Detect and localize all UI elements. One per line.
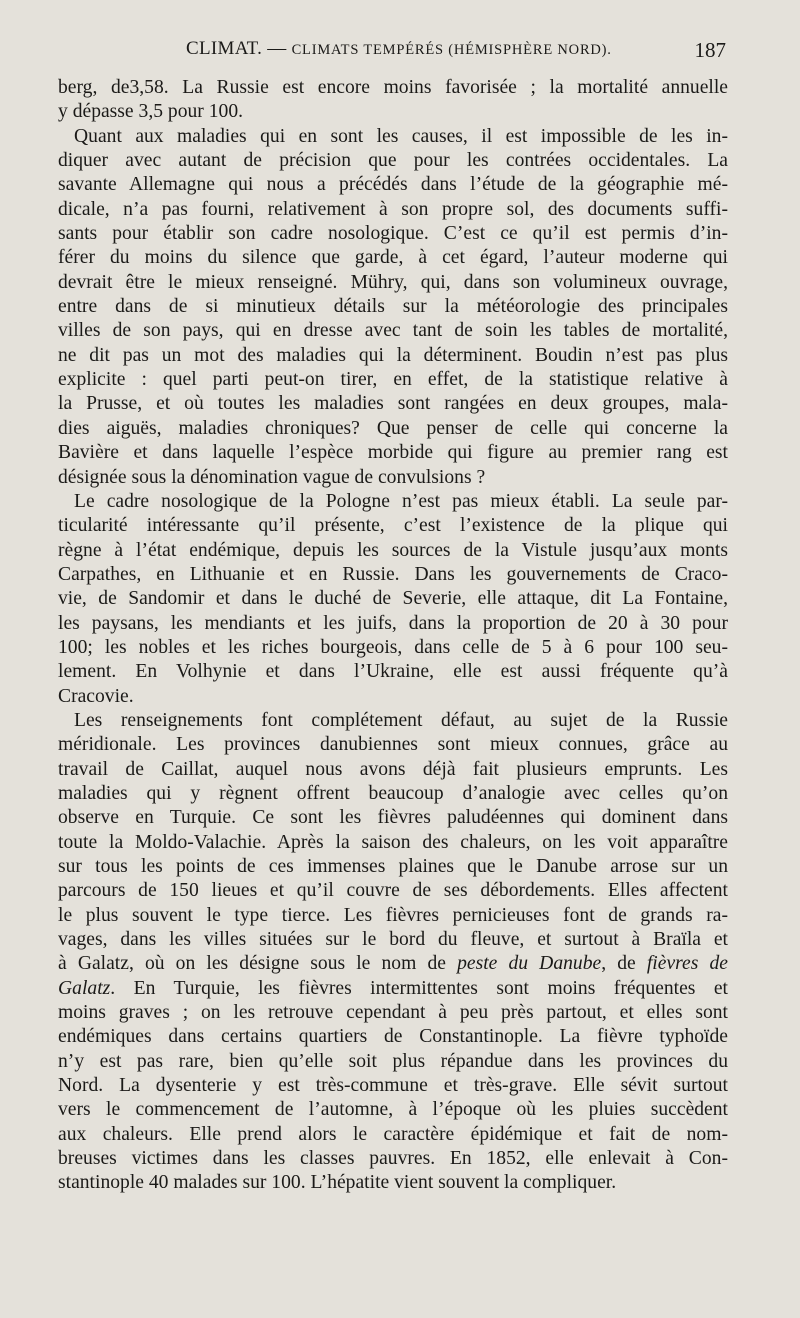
text-line	[58, 1171, 728, 1195]
text-line	[58, 246, 728, 270]
line-text: Cracovie.	[58, 685, 134, 707]
text-line	[58, 660, 728, 684]
line-text: diquer avec autant de précision que pour les contrées occidentales. La	[58, 150, 728, 172]
line-text: devrait être le mieux renseigné. Mühry, qui, dans son volumineux ouvrage,	[58, 271, 728, 293]
line-text: savante Allemagne qui nous a précédés dans l’étude de la géographie mé-	[58, 174, 728, 196]
page-header	[58, 38, 726, 68]
text-line	[58, 1074, 728, 1098]
text-line	[58, 733, 728, 757]
text-line	[58, 952, 728, 976]
text-line	[58, 344, 728, 368]
line-text: dies aiguës, maladies chroniques? Que penser de celle qui concerne la	[58, 417, 728, 439]
italic-phrase: fièvres de	[646, 953, 728, 975]
line-text: 100; les nobles et les riches bourgeois, dans celle de 5 à 6 pour 100 seu-	[58, 636, 728, 658]
line-text: berg, de3,58. La Russie est encore moins favorisée ; la mortalité annuelle	[58, 77, 728, 98]
line-text: n’y est pas rare, bien qu’elle soit plus répandue dans les provinces du	[58, 1050, 728, 1072]
line-text: Nord. La dysenterie y est très-commune et très-grave. Elle sévit surtout	[58, 1075, 728, 1097]
running-head-main: CLIMAT. —	[186, 38, 292, 59]
text-line	[58, 198, 728, 222]
text-line	[58, 295, 728, 319]
line-text: désignée sous la dénomination vague de convulsions ?	[58, 466, 486, 488]
text-line	[58, 879, 728, 903]
text-line	[58, 636, 728, 660]
text-line	[58, 539, 728, 563]
line-text: Les renseignements font complétement défaut, au sujet de la Russie	[74, 709, 728, 731]
text-line	[58, 173, 728, 197]
line-text: observe en Turquie. Ce sont les fièvres paludéennes qui dominent dans	[58, 807, 728, 829]
text-line	[58, 417, 728, 441]
line-text: règne à l’état endémique, depuis les sources de la Vistule jusqu’aux monts	[58, 539, 728, 561]
text-line	[58, 125, 728, 149]
text-line	[58, 1001, 728, 1025]
line-text: parcours de 150 lieues et qu’il couvre de ses débordements. Elles affectent	[58, 880, 728, 902]
text-line	[58, 441, 728, 465]
text-line	[58, 392, 728, 416]
text-line	[58, 782, 728, 806]
text-line	[58, 806, 728, 830]
line-text: explicite : quel parti peut-on tirer, en effet, de la statistique relative à	[58, 369, 728, 391]
text-line	[58, 149, 728, 173]
line-text: moins graves ; on les retrouve cependant à peu près partout, et elles sont	[58, 1002, 728, 1024]
line-text: dicale, n’a pas fourni, relativement à son propre sol, des documents suffi-	[58, 198, 728, 220]
line-text: les paysans, les mendiants et les juifs, dans la proportion de 20 à 30 pour	[58, 612, 728, 634]
line-text: sur tous les points de ces immenses plaines que le Danube arrose sur un	[58, 856, 728, 877]
text-line	[58, 928, 728, 952]
text-line	[58, 904, 728, 928]
text-line	[58, 514, 728, 538]
text-line	[58, 587, 728, 611]
text-line	[58, 685, 728, 709]
text-line	[58, 368, 728, 392]
text-line	[58, 222, 728, 246]
italic-phrase: peste du Danube	[457, 953, 602, 975]
line-text: ne dit pas un mot des maladies qui la déterminent. Boudin n’est pas plus	[58, 344, 728, 366]
body-text	[58, 76, 728, 1196]
line-text: ticularité intéressante qu’il présente, c’est l’existence de la plique qui	[58, 515, 728, 537]
text-line	[58, 76, 728, 100]
line-text: y dépasse 3,5 pour 100.	[58, 101, 244, 123]
text-line	[58, 977, 728, 1001]
line-text: à Galatz, où on les désigne sous le nom de	[58, 953, 458, 975]
page-number: 187	[694, 38, 726, 62]
line-text: vers le commencement de l’automne, à l’époque où les pluies succèdent	[58, 1099, 728, 1121]
line-text: , de	[601, 953, 647, 975]
line-text: Bavière et dans laquelle l’espèce morbide qui figure au premier rang est	[58, 442, 728, 464]
italic-phrase: Galatz	[58, 977, 111, 999]
running-head-section: CLIMATS TEMPÉRÉS (HÉMISPHÈRE NORD).	[291, 42, 612, 58]
text-line	[58, 758, 728, 782]
line-text: villes de son pays, qui en dresse avec tant de soin les tables de mortalité,	[58, 320, 728, 342]
line-text: travail de Caillat, auquel nous avons déjà fait plusieurs emprunts. Les	[58, 758, 728, 780]
line-text: aux chaleurs. Elle prend alors le caractère épidémique et fait de nom-	[58, 1123, 728, 1145]
line-text: stantinople 40 malades sur 100. L’hépatite vient souvent la compliquer.	[58, 1172, 617, 1194]
line-text: Quant aux maladies qui en sont les causes, il est impossible de les in-	[74, 125, 728, 147]
text-line	[58, 1050, 728, 1074]
line-text: Carpathes, en Lithuanie et en Russie. Dans les gouvernements de Craco-	[58, 563, 728, 585]
text-line	[58, 466, 728, 490]
text-line	[58, 1098, 728, 1122]
text-line	[58, 612, 728, 636]
line-text: le plus souvent le type tierce. Les fièvres pernicieuses font de grands ra-	[58, 904, 728, 926]
line-text: entre dans de si minutieux détails sur la météorologie des principales	[58, 296, 728, 318]
line-text: vages, dans les villes situées sur le bord du fleuve, et surtout à Braïla et	[58, 929, 728, 951]
running-head	[186, 38, 612, 60]
text-line	[58, 563, 728, 587]
text-line	[58, 100, 728, 124]
text-line	[58, 1025, 728, 1049]
text-line	[58, 855, 728, 879]
line-text: toute la Moldo-Valachie. Après la saison des chaleurs, on les voit apparaître	[58, 831, 728, 853]
text-line	[58, 831, 728, 855]
line-text: la Prusse, et où toutes les maladies sont rangées en deux groupes, mala-	[58, 393, 728, 415]
line-text: endémiques dans certains quartiers de Constantinople. La fièvre typhoïde	[58, 1026, 728, 1048]
line-text: Le cadre nosologique de la Pologne n’est pas mieux établi. La seule par-	[74, 490, 728, 512]
text-line	[58, 1123, 728, 1147]
line-text: . En Turquie, les fièvres intermittentes sont moins fréquentes et	[110, 977, 728, 999]
line-text: lement. En Volhynie et dans l’Ukraine, elle est aussi fréquente qu’à	[58, 661, 728, 683]
line-text: vie, de Sandomir et dans le duché de Severie, elle attaque, dit La Fontaine,	[58, 588, 728, 610]
text-line	[58, 490, 728, 514]
text-line	[58, 271, 728, 295]
text-line	[58, 1147, 728, 1171]
line-text: férer du moins du silence que garde, à cet égard, l’auteur moderne qui	[58, 247, 728, 269]
line-text: breuses victimes dans les classes pauvres. En 1852, elle enlevait à Con-	[58, 1148, 728, 1170]
text-line	[58, 709, 728, 733]
line-text: méridionale. Les provinces danubiennes sont mieux connues, grâce au	[58, 734, 728, 756]
text-line	[58, 319, 728, 343]
line-text: sants pour établir son cadre nosologique. C’est ce qu’il est permis d’in-	[58, 223, 728, 245]
line-text: maladies qui y règnent offrent beaucoup d’analogie avec celles qu’on	[58, 782, 728, 804]
